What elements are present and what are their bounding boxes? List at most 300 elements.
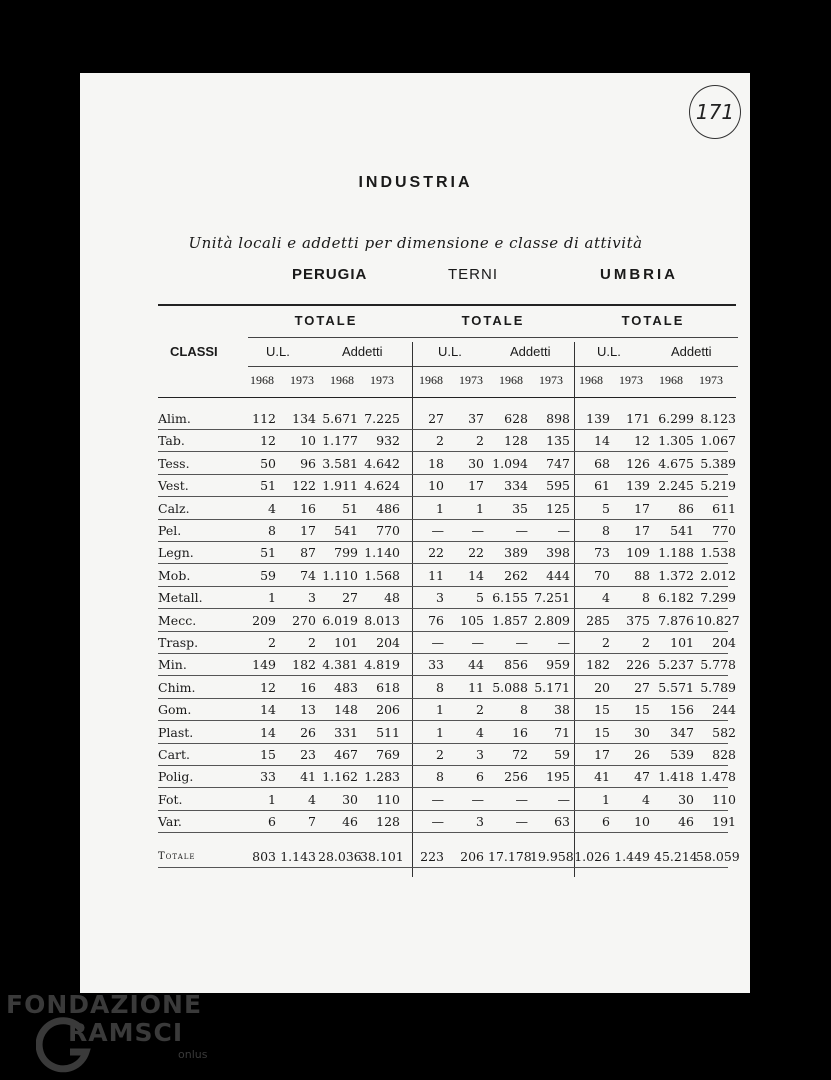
table-cell: 2 <box>642 635 650 650</box>
table-cell: 1 <box>476 500 484 516</box>
table-cell: 582 <box>712 724 736 740</box>
table-cell: 41 <box>594 769 610 785</box>
table-cell: 126 <box>626 455 650 471</box>
table-cell: 18 <box>428 455 444 471</box>
table-cell: 101 <box>334 635 358 650</box>
table-cell: 14 <box>594 433 610 449</box>
table-cell: 206 <box>376 702 400 718</box>
year-header: 1968 <box>419 373 443 387</box>
table-cell: 88 <box>634 567 650 583</box>
table-cell: 22 <box>428 545 444 561</box>
table-cell: 4.624 <box>364 478 400 494</box>
table-cell: 5 <box>602 500 610 516</box>
year-header: 1968 <box>579 373 603 387</box>
row-rule <box>158 832 728 833</box>
table-cell: 122 <box>292 478 316 494</box>
table-cell: 4 <box>602 590 610 606</box>
table-cell: — <box>431 635 444 650</box>
table-cell: 46 <box>342 814 358 830</box>
page-title: INDUSTRIA <box>358 174 473 191</box>
umbria-totale-header: TOTALE <box>621 313 685 328</box>
table-cell: 139 <box>586 411 610 426</box>
table-cell: 7.876 <box>658 612 694 628</box>
table-cell: — <box>515 814 528 830</box>
table-cell: 10 <box>634 814 650 830</box>
total-row <box>158 846 738 868</box>
row-class-label: Tab. <box>158 433 185 449</box>
table-cell: 134 <box>292 411 316 426</box>
table-cell: 37 <box>468 411 484 426</box>
table-cell: 59 <box>260 567 276 583</box>
table-cell: 51 <box>342 500 358 516</box>
table-cell: 5.778 <box>700 657 736 673</box>
table-cell: 541 <box>334 523 358 538</box>
table-cell: 16 <box>300 679 316 695</box>
table-cell: 204 <box>376 635 400 650</box>
table-cell: 1.449 <box>614 848 650 864</box>
table-cell: 71 <box>554 724 570 740</box>
table-cell: 204 <box>712 635 736 650</box>
table-cell: 17 <box>468 478 484 494</box>
table-cell: 770 <box>376 523 400 538</box>
header-rule-1 <box>248 337 738 338</box>
table-row <box>158 699 738 721</box>
table-cell: — <box>557 791 570 807</box>
table-cell: 898 <box>546 411 570 426</box>
table-cell: 30 <box>342 791 358 807</box>
table-cell: 2 <box>476 433 484 449</box>
table-cell: 17.178 <box>488 848 532 864</box>
table-cell: 1 <box>436 702 444 718</box>
table-cell: 74 <box>300 567 316 583</box>
table-cell: 7.299 <box>700 590 736 606</box>
table-cell: 3 <box>476 814 484 830</box>
table-cell: 611 <box>712 500 736 516</box>
table-cell: 7.225 <box>364 411 400 426</box>
table-cell: 4.642 <box>364 455 400 471</box>
table-cell: 747 <box>546 455 570 471</box>
table-cell: 5 <box>476 590 484 606</box>
table-cell: 6.182 <box>658 590 694 606</box>
table-cell: 1.026 <box>574 848 610 864</box>
table-cell: 16 <box>512 724 528 740</box>
table-cell: 27 <box>428 411 444 426</box>
table-cell: 15 <box>594 702 610 718</box>
table-cell: 4 <box>642 791 650 807</box>
terni-ul-header: U.L. <box>438 344 462 359</box>
table-cell: 109 <box>626 545 650 561</box>
table-cell: 1.143 <box>280 848 316 864</box>
table-cell: 38.101 <box>360 848 404 864</box>
table-cell: — <box>471 635 484 650</box>
perugia-addetti-header: Addetti <box>342 344 383 359</box>
table-cell: 541 <box>670 523 694 538</box>
logo-text-gramsci: RAMSCI <box>68 1018 184 1047</box>
table-cell: — <box>431 814 444 830</box>
year-header: 1973 <box>539 373 563 387</box>
table-cell: 483 <box>334 679 358 695</box>
row-class-label: Mob. <box>158 567 191 583</box>
table-cell: 5.671 <box>322 411 358 426</box>
table-row <box>158 632 738 654</box>
table-cell: 72 <box>512 747 528 762</box>
table-cell: 2.809 <box>534 612 570 628</box>
row-class-label: Vest. <box>158 478 189 494</box>
row-class-label: Chim. <box>158 679 196 695</box>
table-cell: 4 <box>476 724 484 740</box>
table-cell: 398 <box>546 545 570 561</box>
table-cell: 27 <box>634 679 650 695</box>
table-cell: 15 <box>634 702 650 718</box>
year-header: 1968 <box>250 373 274 387</box>
table-cell: 4 <box>308 791 316 807</box>
table-cell: 14 <box>260 724 276 740</box>
table-row <box>158 744 738 766</box>
table-cell: 270 <box>292 612 316 628</box>
table-cell: 96 <box>300 455 316 471</box>
row-class-label: Mecc. <box>158 612 197 628</box>
table-row <box>158 430 738 452</box>
table-cell: 334 <box>504 478 528 494</box>
table-cell: 6 <box>602 814 610 830</box>
table-cell: 511 <box>376 724 400 740</box>
table-cell: 50 <box>260 455 276 471</box>
table-cell: 5.571 <box>658 679 694 695</box>
year-header: 1968 <box>499 373 523 387</box>
table-cell: 10 <box>428 478 444 494</box>
table-cell: — <box>557 635 570 650</box>
table-cell: 1.478 <box>700 769 736 785</box>
year-header: 1973 <box>619 373 643 387</box>
table-cell: 23 <box>300 747 316 762</box>
table-cell: — <box>515 523 528 538</box>
table-cell: 2 <box>476 702 484 718</box>
table-cell: — <box>431 523 444 538</box>
table-cell: 347 <box>670 724 694 740</box>
table-row <box>158 610 738 632</box>
table-cell: 3 <box>308 590 316 606</box>
table-cell: 1.162 <box>322 769 358 785</box>
table-cell: 1 <box>268 791 276 807</box>
table-row <box>158 408 738 430</box>
table-cell: 139 <box>626 478 650 494</box>
table-cell: 6 <box>476 769 484 785</box>
table-cell: 44 <box>468 657 484 673</box>
table-cell: 770 <box>712 523 736 538</box>
region-terni: TERNI <box>448 266 498 283</box>
table-cell: 30 <box>468 455 484 471</box>
table-cell: 45.214 <box>654 848 698 864</box>
table-cell: 539 <box>670 747 694 762</box>
table-cell: 1.418 <box>658 769 694 785</box>
year-header: 1973 <box>370 373 394 387</box>
row-class-label: Var. <box>158 814 182 830</box>
table-cell: 8 <box>520 702 528 718</box>
table-cell: 256 <box>504 769 528 785</box>
table-row <box>158 654 738 676</box>
table-cell: 7 <box>308 814 316 830</box>
table-cell: 206 <box>460 848 484 864</box>
table-cell: 8 <box>436 769 444 785</box>
table-cell: 14 <box>468 567 484 583</box>
table-cell: 17 <box>634 500 650 516</box>
table-cell: 10.827 <box>696 612 740 628</box>
region-perugia: PERUGIA <box>292 266 368 283</box>
table-cell: 15 <box>594 724 610 740</box>
row-class-label: Polig. <box>158 769 194 785</box>
row-class-label: Metall. <box>158 590 203 606</box>
table-cell: 110 <box>712 791 736 807</box>
table-cell: 11 <box>428 567 444 583</box>
table-cell: 11 <box>468 679 484 695</box>
table-cell: 4.819 <box>364 657 400 673</box>
table-cell: 12 <box>260 433 276 449</box>
row-class-label: Cart. <box>158 747 190 762</box>
table-cell: — <box>515 791 528 807</box>
table-cell: 17 <box>300 523 316 538</box>
table-cell: 6.019 <box>322 612 358 628</box>
table-cell: 5.171 <box>534 679 570 695</box>
row-class-label: Pel. <box>158 523 182 538</box>
table-cell: — <box>557 523 570 538</box>
table-cell: 12 <box>634 433 650 449</box>
table-cell: 959 <box>546 657 570 673</box>
table-cell: 195 <box>546 769 570 785</box>
table-cell: 87 <box>300 545 316 561</box>
table-cell: 5.789 <box>700 679 736 695</box>
table-cell: 628 <box>504 411 528 426</box>
table-cell: 1.283 <box>364 769 400 785</box>
table-cell: 128 <box>376 814 400 830</box>
table-row <box>158 475 738 497</box>
table-cell: 33 <box>260 769 276 785</box>
table-cell: 26 <box>634 747 650 762</box>
page-number-stamp: 171 <box>689 85 741 139</box>
table-cell: 1 <box>602 791 610 807</box>
classi-header: CLASSI <box>170 344 218 359</box>
table-cell: 828 <box>712 747 736 762</box>
table-cell: 86 <box>678 500 694 516</box>
table-cell: 209 <box>252 612 276 628</box>
table-cell: 182 <box>586 657 610 673</box>
table-cell: 2.012 <box>700 567 736 583</box>
table-row <box>158 722 738 744</box>
table-cell: 14 <box>260 702 276 718</box>
logo-text-fondazione: FONDAZIONE <box>6 990 203 1019</box>
table-cell: 2 <box>436 433 444 449</box>
table-row <box>158 789 738 811</box>
table-cell: 110 <box>376 791 400 807</box>
row-class-label: Alim. <box>158 411 191 426</box>
table-cell: 1.305 <box>658 433 694 449</box>
table-cell: 51 <box>260 478 276 494</box>
table-cell: 486 <box>376 500 400 516</box>
table-cell: 799 <box>334 545 358 561</box>
table-cell: — <box>471 791 484 807</box>
table-cell: 8 <box>602 523 610 538</box>
table-cell: 1.094 <box>492 455 528 471</box>
logo-text-onlus: onlus <box>178 1048 208 1061</box>
table-cell: 595 <box>546 478 570 494</box>
table-cell: 8 <box>642 590 650 606</box>
table-row <box>158 587 738 609</box>
table-cell: 6.155 <box>492 590 528 606</box>
row-class-label: Totale <box>158 850 196 862</box>
table-cell: 4.675 <box>658 455 694 471</box>
table-cell: — <box>515 635 528 650</box>
row-class-label: Plast. <box>158 724 194 740</box>
table-cell: 3 <box>436 590 444 606</box>
perugia-totale-header: TOTALE <box>294 313 358 328</box>
table-cell: 68 <box>594 455 610 471</box>
table-row <box>158 520 738 542</box>
table-cell: 1.568 <box>364 567 400 583</box>
table-cell: 1 <box>436 724 444 740</box>
table-cell: 375 <box>626 612 650 628</box>
region-umbria: UMBRIA <box>600 266 678 283</box>
table-cell: 171 <box>626 411 650 426</box>
table-cell: 5.237 <box>658 657 694 673</box>
table-cell: 4 <box>268 500 276 516</box>
umbria-addetti-header: Addetti <box>671 344 712 359</box>
table-cell: 125 <box>546 500 570 516</box>
table-cell: 63 <box>554 814 570 830</box>
year-header: 1968 <box>659 373 683 387</box>
table-cell: 467 <box>334 747 358 762</box>
row-class-label: Gom. <box>158 702 192 718</box>
table-cell: 73 <box>594 545 610 561</box>
table-row <box>158 811 738 833</box>
table-cell: 13 <box>300 702 316 718</box>
table-cell: 20 <box>594 679 610 695</box>
table-row <box>158 498 738 520</box>
year-header: 1973 <box>290 373 314 387</box>
table-cell: 2 <box>602 635 610 650</box>
table-cell: 1.372 <box>658 567 694 583</box>
table-cell: 5.219 <box>700 478 736 494</box>
table-cell: 389 <box>504 545 528 561</box>
table-cell: 6.299 <box>658 411 694 426</box>
table-cell: 3 <box>476 747 484 762</box>
table-cell: 2.245 <box>658 478 694 494</box>
table-cell: 48 <box>384 590 400 606</box>
table-cell: 7.251 <box>534 590 570 606</box>
table-cell: 76 <box>428 612 444 628</box>
table-cell: 2 <box>436 747 444 762</box>
table-cell: 33 <box>428 657 444 673</box>
table-cell: 10 <box>300 433 316 449</box>
table-cell: 135 <box>546 433 570 449</box>
table-cell: 26 <box>300 724 316 740</box>
row-class-label: Min. <box>158 657 187 673</box>
header-top-rule <box>158 304 736 306</box>
table-cell: 112 <box>252 411 276 426</box>
header-rule-2 <box>248 366 738 367</box>
table-cell: 182 <box>292 657 316 673</box>
table-cell: 17 <box>594 747 610 762</box>
year-header: 1973 <box>459 373 483 387</box>
umbria-ul-header: U.L. <box>597 344 621 359</box>
table-cell: 51 <box>260 545 276 561</box>
table-row <box>158 677 738 699</box>
table-cell: 128 <box>504 433 528 449</box>
table-cell: 1 <box>436 500 444 516</box>
table-cell: 148 <box>334 702 358 718</box>
table-cell: 226 <box>626 657 650 673</box>
table-cell: 156 <box>670 702 694 718</box>
table-cell: 35 <box>512 500 528 516</box>
table-cell: 8 <box>268 523 276 538</box>
table-cell: 38 <box>554 702 570 718</box>
row-rule <box>158 867 728 868</box>
table-cell: 5.088 <box>492 679 528 695</box>
table-cell: 1.110 <box>322 567 358 583</box>
terni-totale-header: TOTALE <box>461 313 525 328</box>
table-cell: 803 <box>252 848 276 864</box>
table-cell: 262 <box>504 567 528 583</box>
table-cell: 769 <box>376 747 400 762</box>
table-cell: 30 <box>634 724 650 740</box>
table-cell: 149 <box>252 657 276 673</box>
table-cell: 16 <box>300 500 316 516</box>
table-cell: 244 <box>712 702 736 718</box>
terni-addetti-header: Addetti <box>510 344 551 359</box>
table-cell: 223 <box>420 848 444 864</box>
table-cell: 8.123 <box>700 411 736 426</box>
table-cell: 19.958 <box>530 848 574 864</box>
table-cell: 1.188 <box>658 545 694 561</box>
table-row <box>158 766 738 788</box>
table-cell: 4.381 <box>322 657 358 673</box>
table-cell: 61 <box>594 478 610 494</box>
table-cell: 8 <box>436 679 444 695</box>
row-class-label: Tess. <box>158 455 190 471</box>
fondazione-gramsci-logo <box>6 990 226 1075</box>
table-cell: 6 <box>268 814 276 830</box>
table-cell: 27 <box>342 590 358 606</box>
table-cell: 2 <box>308 635 316 650</box>
table-cell: 22 <box>468 545 484 561</box>
table-cell: 47 <box>634 769 650 785</box>
table-subtitle: Unità locali e addetti per dimensione e classe di attività <box>188 234 643 252</box>
header-bottom-rule <box>158 397 736 398</box>
table-cell: 46 <box>678 814 694 830</box>
row-class-label: Trasp. <box>158 635 199 650</box>
table-cell: 1.857 <box>492 612 528 628</box>
year-header: 1968 <box>330 373 354 387</box>
table-cell: 618 <box>376 679 400 695</box>
table-cell: 1 <box>268 590 276 606</box>
table-cell: 856 <box>504 657 528 673</box>
table-cell: 17 <box>634 523 650 538</box>
table-cell: 444 <box>546 567 570 583</box>
table-cell: 1.067 <box>700 433 736 449</box>
table-cell: 285 <box>586 612 610 628</box>
row-class-label: Legn. <box>158 545 194 561</box>
table-row <box>158 453 738 475</box>
table-cell: 331 <box>334 724 358 740</box>
table-cell: 5.389 <box>700 455 736 471</box>
table-cell: 58.059 <box>696 848 740 864</box>
table-cell: 1.538 <box>700 545 736 561</box>
table-cell: — <box>431 791 444 807</box>
table-cell: 59 <box>554 747 570 762</box>
table-row <box>158 542 738 564</box>
table-cell: 1.140 <box>364 545 400 561</box>
table-cell: 191 <box>712 814 736 830</box>
year-header: 1973 <box>699 373 723 387</box>
table-cell: — <box>471 523 484 538</box>
